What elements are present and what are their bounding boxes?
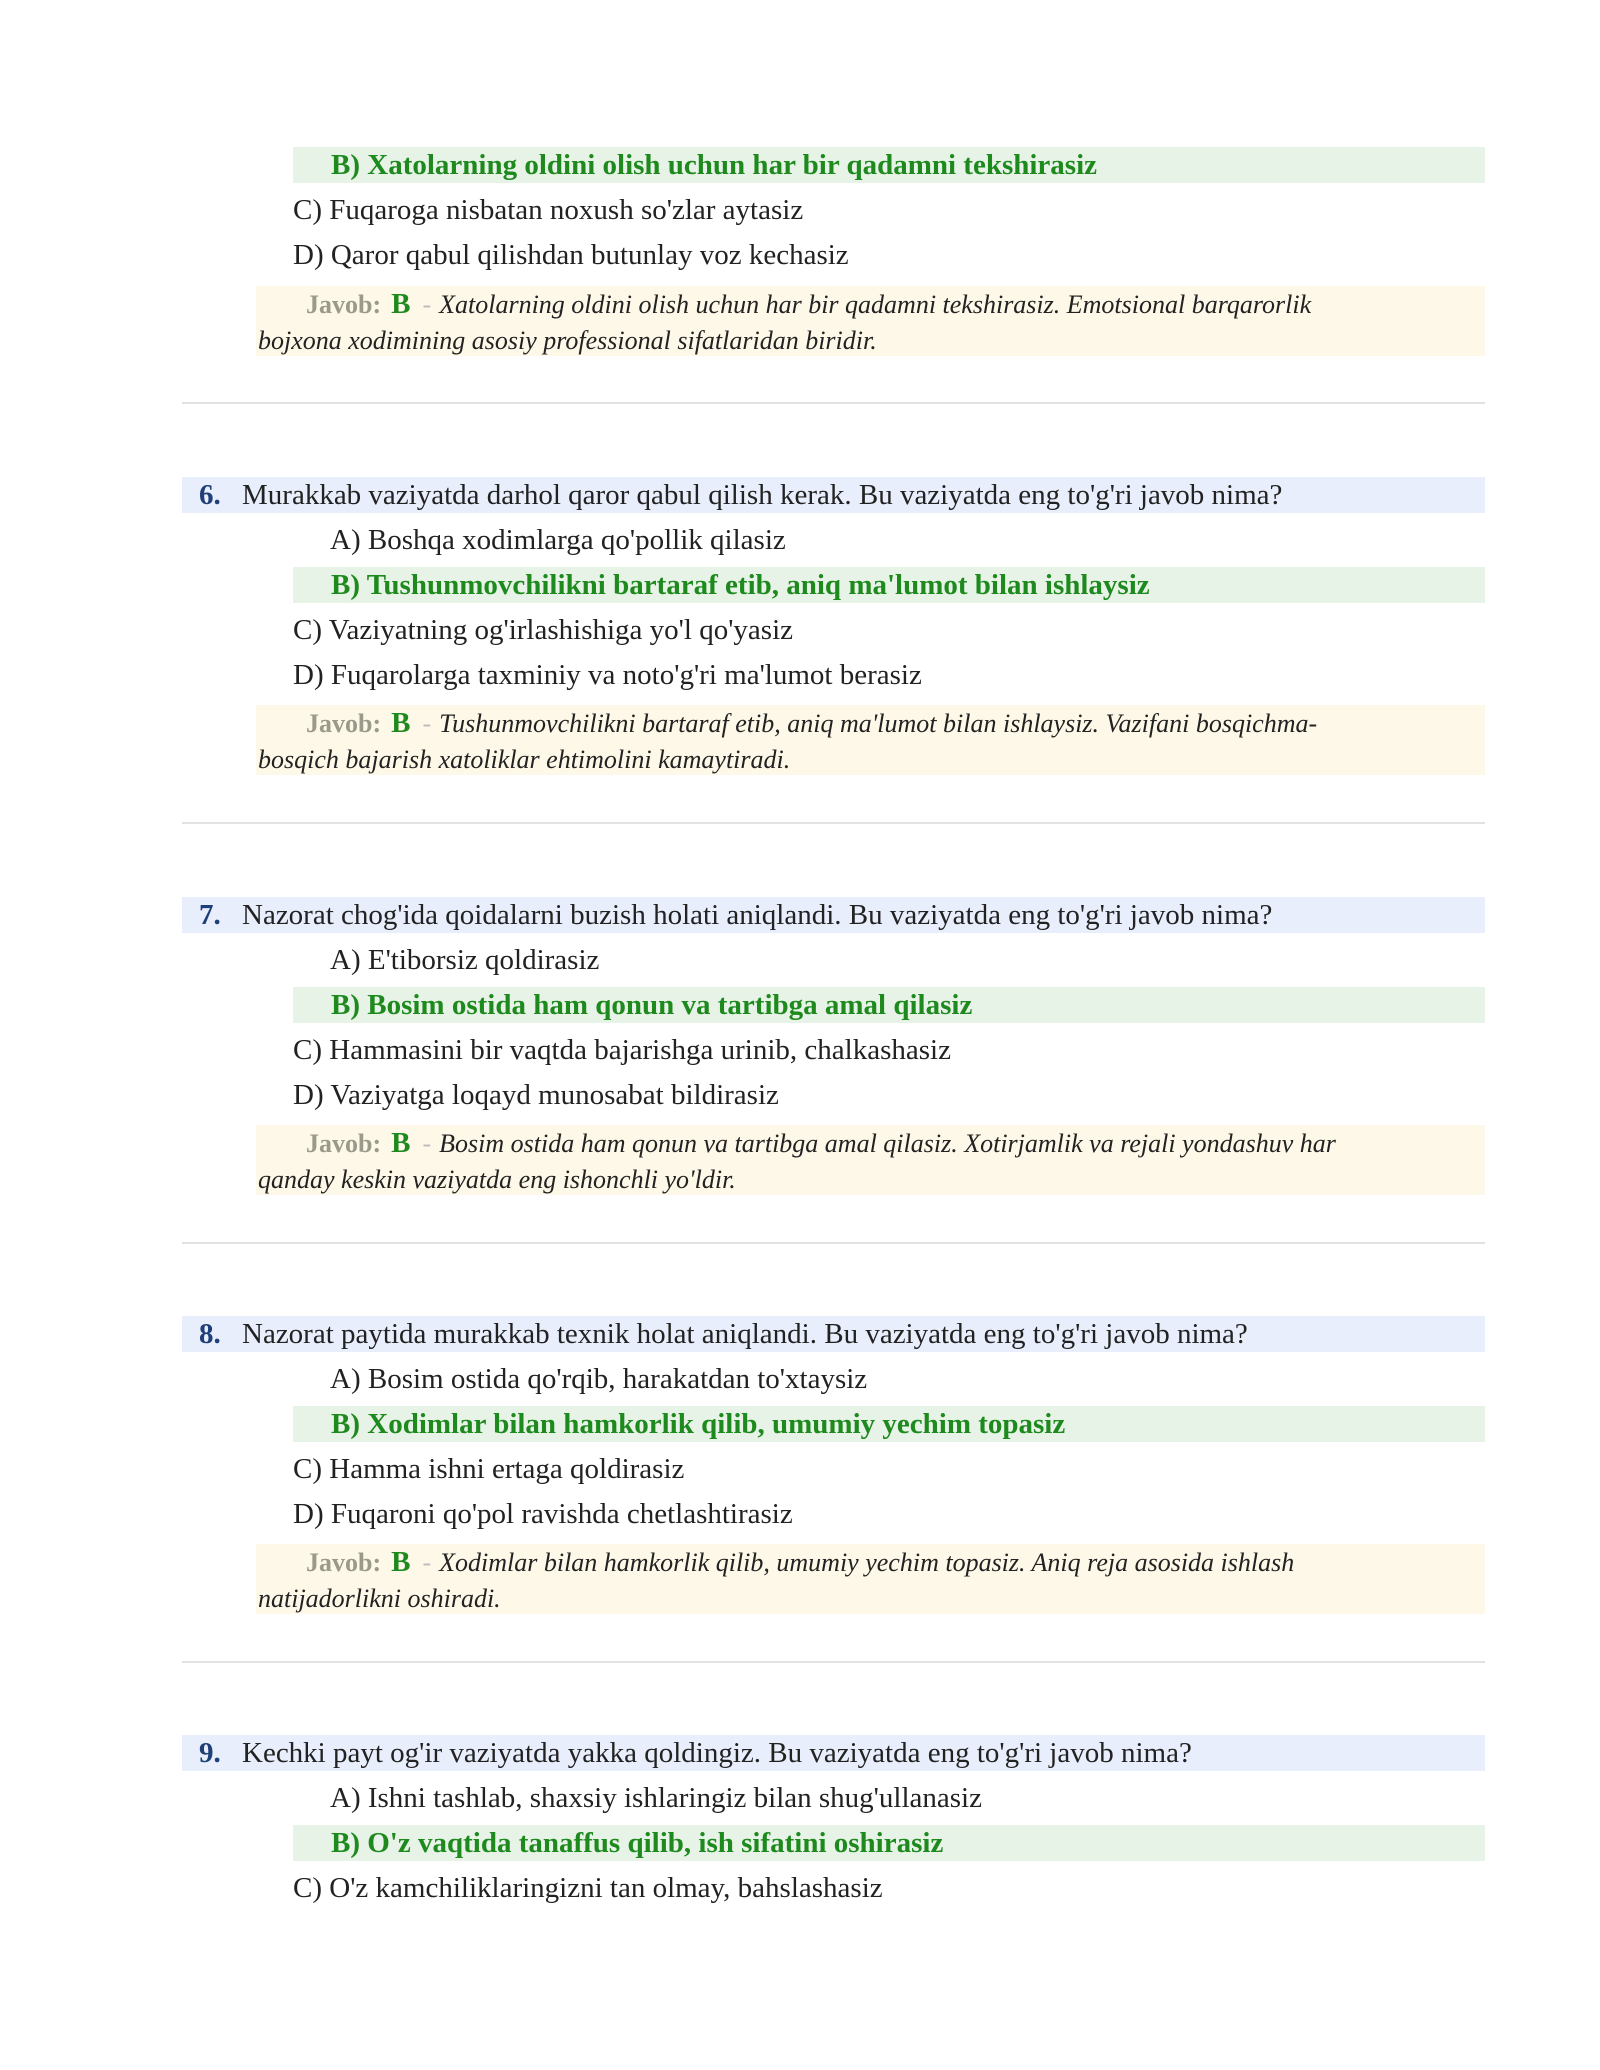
option: C) Hammasini bir vaqtda bajarishga urinib, chalkashasiz <box>293 1034 951 1066</box>
answer-explanation-cont: natijadorlikni oshiradi. <box>258 1584 501 1613</box>
answer-explanation-cont: bosqich bajarish xatoliklar ehtimolini kamaytiradi. <box>258 745 791 774</box>
option: D) Qaror qabul qilishdan butunlay voz kechasiz <box>293 239 849 271</box>
answer-explanation: Tushunmovchilikni bartaraf etib, aniq ma'lumot bilan ishlaysiz. Vazifani bosqichma- <box>439 709 1318 738</box>
question-9 <box>182 1735 1485 1771</box>
answer-box <box>256 1544 1485 1614</box>
option: D) Vaziyatga loqayd munosabat bildirasiz <box>293 1079 779 1111</box>
option: A) Boshqa xodimlarga qo'pollik qilasiz <box>330 524 786 556</box>
answer-letter: B <box>391 288 411 320</box>
option: A) Ishni tashlab, shaxsiy ishlaringiz bilan shug'ullanasiz <box>330 1782 982 1814</box>
divider <box>182 1242 1485 1244</box>
question-number: 8. <box>199 1318 221 1350</box>
option-correct: B) Bosim ostida ham qonun va tartibga amal qilasiz <box>293 987 1485 1023</box>
question-number: 7. <box>199 899 221 931</box>
answer-dash: - <box>422 709 432 738</box>
option: A) E'tiborsiz qoldirasiz <box>330 944 600 976</box>
option-correct: B) Tushunmovchilikni bartaraf etib, aniq ma'lumot bilan ishlaysiz <box>293 567 1485 603</box>
answer-dash: - <box>422 290 432 319</box>
question-7 <box>182 897 1485 933</box>
question-6 <box>182 477 1485 513</box>
answer-explanation: Xatolarning oldini olish uchun har bir qadamni tekshirasiz. Emotsional barqarorlik <box>439 290 1312 319</box>
answer-explanation: Xodimlar bilan hamkorlik qilib, umumiy yechim topasiz. Aniq reja asosida ishlash <box>439 1548 1295 1577</box>
answer-dash: - <box>422 1129 432 1158</box>
answer-box <box>256 705 1485 775</box>
option-correct: B) Xatolarning oldini olish uchun har bir qadamni tekshirasiz <box>293 147 1485 183</box>
answer-explanation-cont: qanday keskin vaziyatda eng ishonchli yo'ldir. <box>258 1165 736 1194</box>
question-text: Murakkab vaziyatda darhol qaror qabul qilish kerak. Bu vaziyatda eng to'g'ri javob nima? <box>242 479 1283 511</box>
question-text: Kechki payt og'ir vaziyatda yakka qoldingiz. Bu vaziyatda eng to'g'ri javob nima? <box>242 1737 1192 1769</box>
divider <box>182 822 1485 824</box>
answer-label: Javob: <box>306 1129 382 1158</box>
option: C) Hamma ishni ertaga qoldirasiz <box>293 1453 685 1485</box>
answer-letter: B <box>391 707 411 739</box>
option: C) Fuqaroga nisbatan noxush so'zlar aytasiz <box>293 194 804 226</box>
option: C) Vaziyatning og'irlashishiga yo'l qo'yasiz <box>293 614 794 646</box>
question-text: Nazorat chog'ida qoidalarni buzish holati aniqlandi. Bu vaziyatda eng to'g'ri javob nima? <box>242 899 1273 931</box>
divider <box>182 402 1485 404</box>
option: D) Fuqarolarga taxminiy va noto'g'ri ma'lumot berasiz <box>293 659 922 691</box>
option: D) Fuqaroni qo'pol ravishda chetlashtirasiz <box>293 1498 793 1530</box>
option-correct: B) Xodimlar bilan hamkorlik qilib, umumiy yechim topasiz <box>293 1406 1485 1442</box>
answer-label: Javob: <box>306 290 382 319</box>
option: A) Bosim ostida qo'rqib, harakatdan to'xtaysiz <box>330 1363 868 1395</box>
answer-dash: - <box>422 1548 432 1577</box>
answer-label: Javob: <box>306 709 382 738</box>
question-number: 6. <box>199 479 221 511</box>
question-number: 9. <box>199 1737 221 1769</box>
answer-explanation: Bosim ostida ham qonun va tartibga amal qilasiz. Xotirjamlik va rejali yondashuv har <box>439 1129 1336 1158</box>
answer-letter: B <box>391 1546 411 1578</box>
option: C) O'z kamchiliklaringizni tan olmay, bahslashasiz <box>293 1872 883 1904</box>
answer-explanation-cont: bojxona xodimining asosiy professional sifatlaridan biridir. <box>258 326 877 355</box>
answer-letter: B <box>391 1127 411 1159</box>
question-8 <box>182 1316 1485 1352</box>
answer-box <box>256 1125 1485 1195</box>
option-correct: B) O'z vaqtida tanaffus qilib, ish sifatini oshirasiz <box>293 1825 1485 1861</box>
divider <box>182 1661 1485 1663</box>
answer-label: Javob: <box>306 1548 382 1577</box>
question-text: Nazorat paytida murakkab texnik holat aniqlandi. Bu vaziyatda eng to'g'ri javob nima? <box>242 1318 1248 1350</box>
answer-box <box>256 286 1485 356</box>
